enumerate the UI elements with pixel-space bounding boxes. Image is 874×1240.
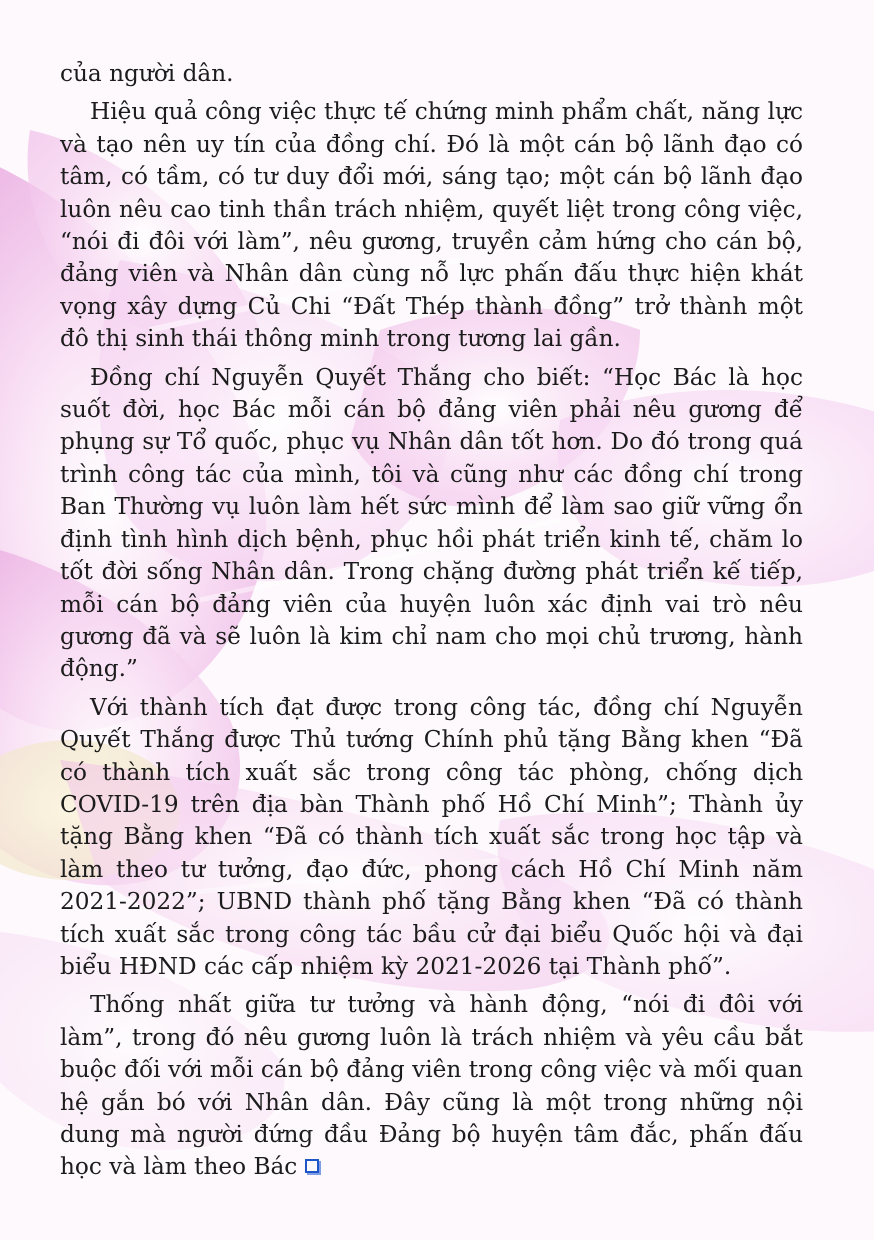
paragraph-continuation: của người dân. [60, 60, 234, 87]
article-body [60, 58, 803, 1184]
paragraph-final-text: Thống nhất giữa tư tưởng và hành động, “nói đi đôi với làm”, trong đó nêu gương luôn là trách nhiệm và yêu cầu bắt buộc đối với mỗi cán bộ đảng viên trong công việc và mối quan hệ gắn bó với Nhân dân. Đây cũng là một trong những nội dung mà người đứng đầu Đảng bộ huyện tâm đắc, phấn đấu học và làm theo Bác [60, 991, 803, 1181]
paragraph: Với thành tích đạt được trong công tác, đồng chí Nguyễn Quyết Thắng được Thủ tướng Chính phủ tặng Bằng khen “Đã có thành tích xuất sắc trong công tác phòng, chống dịch COVID-19 trên địa bàn Thành phố Hồ Chí Minh”; Thành ủy tặng Bằng khen “Đã có thành tích xuất sắc trong học tập và làm theo tư tưởng, đạo đức, phong cách Hồ Chí Minh năm 2021-2022”; UBND thành phố tặng Bằng khen “Đã có thành tích xuất sắc trong công tác bầu cử đại biểu Quốc hội và đại biểu HĐND các cấp nhiệm kỳ 2021-2026 tại Thành phố”. [60, 693, 803, 980]
paragraph-final [60, 989, 803, 1183]
hollow-square-icon [305, 1159, 319, 1173]
paragraph: Đồng chí Nguyễn Quyết Thắng cho biết: “Học Bác là học suốt đời, học Bác mỗi cán bộ đảng viên phải nêu gương để phụng sự Tổ quốc, phục vụ Nhân dân tốt hơn. Do đó trong quá trình công tác của mình, tôi và cũng như các đồng chí trong Ban Thường vụ luôn làm hết sức mình để làm sao giữ vững ổn định tình hình dịch bệnh, phục hồi phát triển kinh tế, chăm lo tốt đời sống Nhân dân. Trong chặng đường phát triển kế tiếp, mỗi cán bộ đảng viên của huyện luôn xác định vai trò nêu gương đã và sẽ luôn là kim chỉ nam cho mọi chủ trương, hành động.” [60, 363, 803, 683]
paragraph: Hiệu quả công việc thực tế chứng minh phẩm chất, năng lực và tạo nên uy tín của đồng chí. Đó là một cán bộ lãnh đạo có tâm, có tầm, có tư duy đổi mới, sáng tạo; một cán bộ lãnh đạo luôn nêu cao tinh thần trách nhiệm, quyết liệt trong công việc, “nói đi đôi với làm”, nêu gương, truyền cảm hứng cho cán bộ, đảng viên và Nhân dân cùng nỗ lực phấn đấu thực hiện khát vọng xây dựng Củ Chi “Đất Thép thành đồng” trở thành một đô thị sinh thái thông minh trong tương lai gần. [60, 98, 803, 353]
